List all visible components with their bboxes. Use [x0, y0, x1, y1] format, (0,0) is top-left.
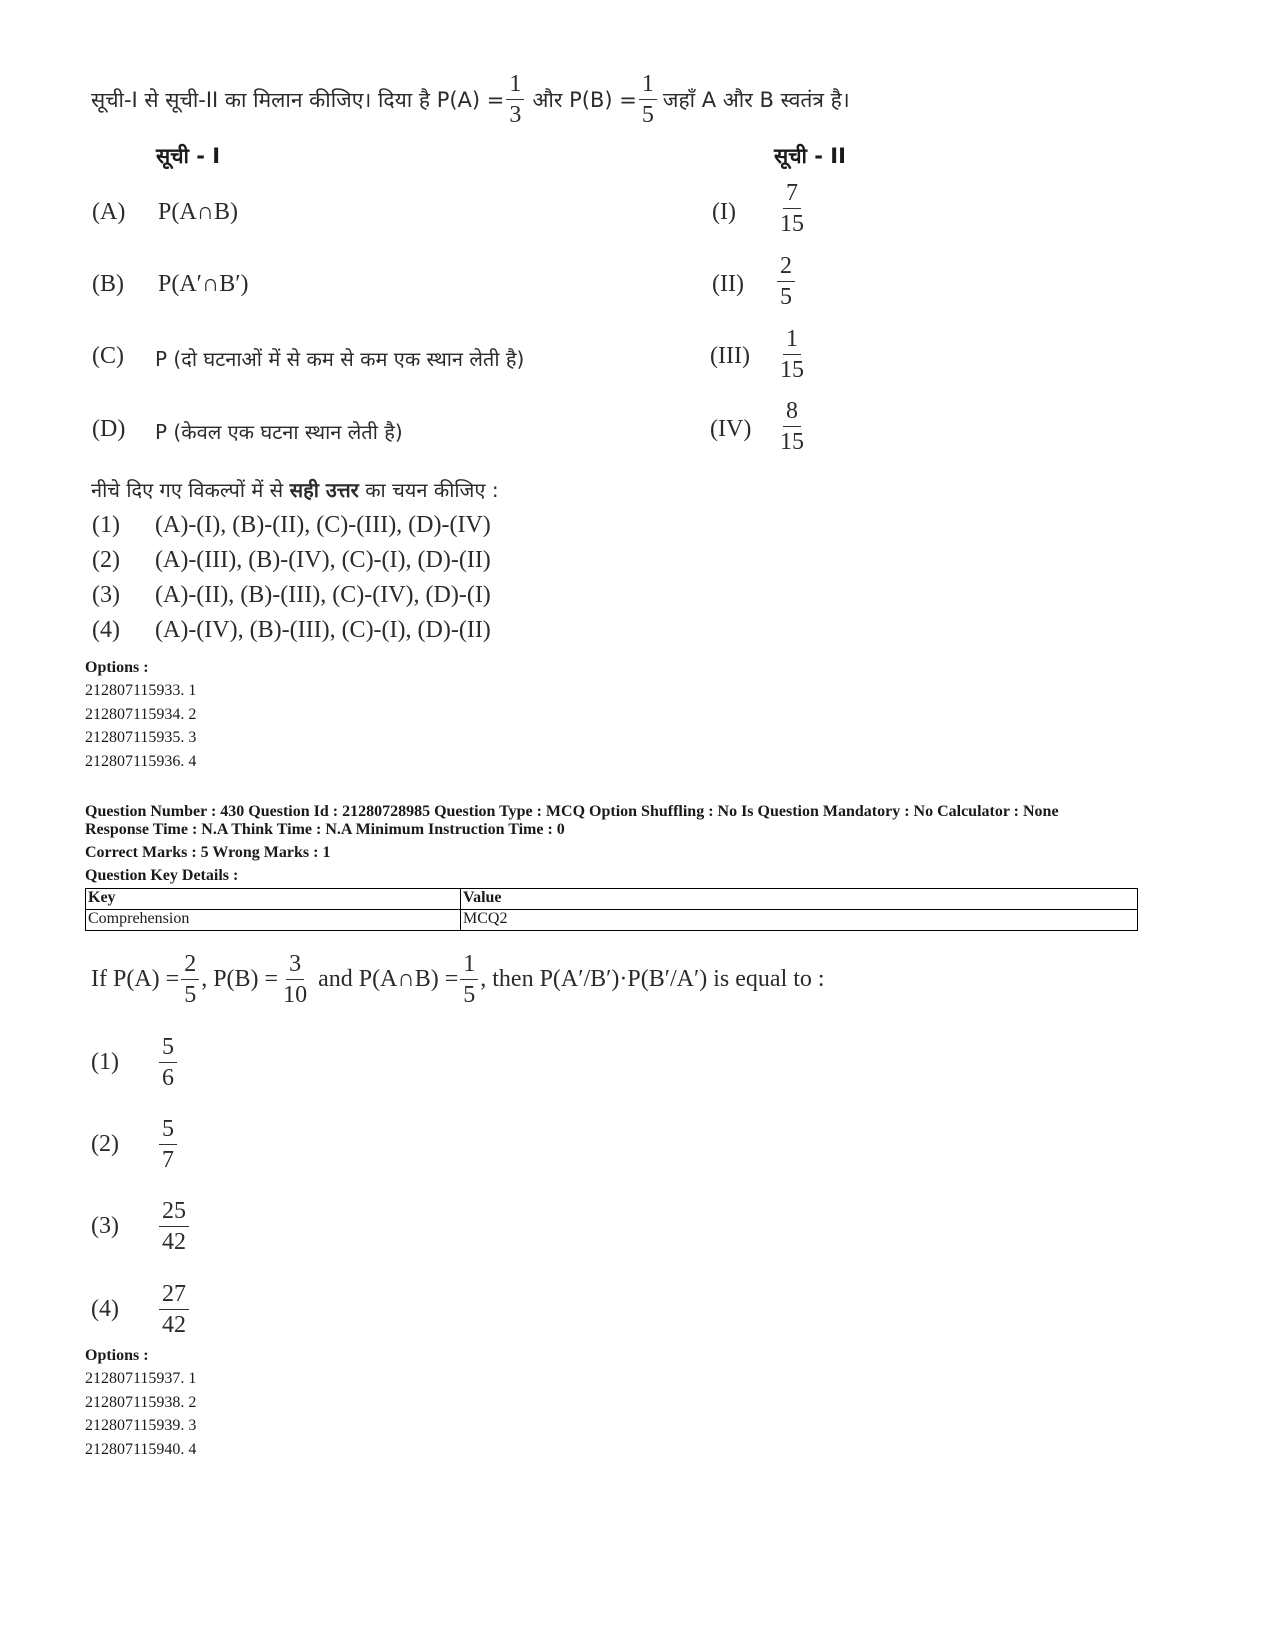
q1-choice-3-num: (3) — [92, 582, 120, 608]
row-iii-label: (III) — [710, 343, 750, 369]
option-item: 212807115935. 3 — [85, 729, 197, 746]
q1-stem — [91, 72, 850, 127]
list2-heading: सूची - II — [774, 144, 846, 168]
q2-answer-3 — [91, 1199, 191, 1254]
q2-pab-den: 5 — [463, 982, 476, 1008]
row-b-label: (B) — [92, 271, 124, 297]
option-item: 212807115938. 2 — [85, 1393, 197, 1411]
row-i-num: 7 — [783, 181, 801, 209]
q2-answer-1-num: (1) — [91, 1049, 119, 1075]
q1-choice-2-num: (2) — [92, 547, 120, 573]
q2-answer-1-fraction — [159, 1035, 177, 1090]
q2-pb-num: 3 — [286, 952, 304, 980]
q1-pa-fraction — [506, 72, 524, 127]
option-item: 212807115940. 4 — [85, 1440, 197, 1458]
q2-answer-4-num: (4) — [91, 1296, 119, 1322]
q2-stem-tail: , then P(A′/B′)·P(B′/A′) is equal to : — [480, 966, 825, 992]
row-d-label: (D) — [92, 416, 126, 442]
row-a-text: P(A∩B) — [158, 199, 239, 225]
q2-pab-num: 1 — [460, 952, 478, 980]
q2-answer-3-fraction — [159, 1199, 189, 1254]
q2-stem-and: and P(A∩B) = — [318, 966, 459, 992]
row-i-label: (I) — [712, 199, 736, 225]
row-iii-fraction — [777, 327, 807, 382]
row-iii-num: 1 — [783, 327, 801, 355]
row-iv-fraction — [777, 399, 807, 454]
option-item: 212807115934. 2 — [85, 705, 197, 723]
q2-pa-den: 5 — [184, 982, 197, 1008]
q2-pa-fraction — [181, 952, 199, 1007]
table-header-key: Key — [86, 889, 461, 910]
row-ii-label: (II) — [712, 271, 744, 297]
table-row — [86, 910, 1138, 931]
q2-pab-fraction — [460, 952, 478, 1007]
q1-options-list — [85, 679, 196, 773]
row-i-den: 15 — [780, 211, 804, 237]
key-details-label: Question Key Details : — [85, 867, 239, 884]
q1-instruction-bold: सही उत्तर — [289, 478, 359, 502]
q2-answer-3-numerator: 25 — [159, 1199, 189, 1227]
q2-answer-1-denominator: 6 — [162, 1065, 174, 1091]
list1-heading: सूची - I — [156, 144, 221, 168]
table-cell-value: MCQ2 — [461, 910, 1138, 931]
row-iv-num: 8 — [783, 399, 801, 427]
q2-answer-4 — [91, 1282, 191, 1337]
table-header-row — [86, 889, 1138, 910]
question-meta-line2: Response Time : N.A Think Time : N.A Minimum Instruction Time : 0 — [85, 821, 565, 838]
row-ii-den: 5 — [780, 284, 792, 310]
marks-line: Correct Marks : 5 Wrong Marks : 1 — [85, 844, 331, 861]
q2-answer-3-denominator: 42 — [162, 1229, 186, 1255]
q1-stem-suffix: जहाँ A और B स्वतंत्र है। — [662, 87, 850, 112]
row-ii-fraction — [777, 254, 795, 309]
q2-answer-1 — [91, 1035, 179, 1090]
q1-instruction-pre: नीचे दिए गए विकल्पों में से — [91, 478, 284, 502]
row-iv-den: 15 — [780, 429, 804, 455]
option-item: 212807115937. 1 — [85, 1370, 197, 1387]
q2-answer-2-numerator: 5 — [159, 1117, 177, 1145]
table-header-value: Value — [461, 889, 1138, 910]
row-iv-label: (IV) — [710, 416, 752, 442]
q1-choice-1-num: (1) — [92, 512, 120, 538]
q2-answer-2 — [91, 1117, 179, 1172]
q2-answer-2-fraction — [159, 1117, 177, 1172]
q2-answer-1-numerator: 5 — [159, 1035, 177, 1063]
q2-options-label: Options : — [85, 1347, 149, 1364]
q1-stem-mid: और P(B) = — [532, 87, 637, 112]
row-a-label: (A) — [92, 199, 126, 225]
row-ii-num: 2 — [777, 254, 795, 282]
q1-choice-3-text: (A)-(II), (B)-(III), (C)-(IV), (D)-(I) — [155, 582, 491, 608]
q2-answer-4-numerator: 27 — [159, 1282, 189, 1310]
q2-answer-4-fraction — [159, 1282, 189, 1337]
row-b-text: P(A′∩B′) — [158, 271, 249, 297]
q2-pb-den: 10 — [283, 982, 308, 1008]
q1-pa-num: 1 — [506, 72, 524, 100]
option-item: 212807115933. 1 — [85, 682, 197, 699]
q1-instruction-post: का चयन कीजिए : — [365, 478, 499, 502]
q2-pa-num: 2 — [181, 952, 199, 980]
q1-choice-2-text: (A)-(III), (B)-(IV), (C)-(I), (D)-(II) — [155, 547, 491, 573]
q2-answer-2-num: (2) — [91, 1131, 119, 1157]
q2-stem-pb: , P(B) = — [201, 966, 279, 992]
row-i-fraction — [777, 181, 807, 236]
q2-answer-4-denominator: 42 — [162, 1312, 186, 1338]
option-item: 212807115939. 3 — [85, 1417, 197, 1434]
q2-stem — [91, 952, 825, 1007]
row-c-text: P (दो घटनाओं में से कम से कम एक स्थान लेती है) — [155, 347, 525, 371]
q1-stem-prefix: सूची-I से सूची-II का मिलान कीजिए। दिया है P(A) = — [91, 87, 505, 112]
q2-pb-fraction — [280, 952, 310, 1007]
q1-pa-den: 3 — [509, 102, 522, 128]
row-iii-den: 15 — [780, 357, 804, 383]
key-details-table — [85, 888, 1138, 931]
q2-options-list — [85, 1367, 196, 1461]
row-d-text: P (केवल एक घटना स्थान लेती है) — [155, 420, 403, 444]
q1-choice-4-num: (4) — [92, 617, 120, 643]
q1-choice-1-text: (A)-(I), (B)-(II), (C)-(III), (D)-(IV) — [155, 512, 491, 538]
option-item: 212807115936. 4 — [85, 752, 197, 770]
row-c-label: (C) — [92, 343, 124, 369]
q1-choice-4-text: (A)-(IV), (B)-(III), (C)-(I), (D)-(II) — [155, 617, 491, 643]
q1-pb-fraction — [639, 72, 657, 127]
q1-options-label: Options : — [85, 659, 149, 676]
q1-pb-num: 1 — [639, 72, 657, 100]
q2-answer-2-denominator: 7 — [162, 1147, 174, 1173]
question-meta-line1: Question Number : 430 Question Id : 21280728985 Question Type : MCQ Option Shuffling : No Is Question Mandatory : No Calculator : None — [85, 803, 1059, 820]
q2-answer-3-num: (3) — [91, 1213, 119, 1239]
q2-stem-if: If P(A) = — [91, 966, 180, 992]
q1-pb-den: 5 — [641, 102, 654, 128]
q1-instruction — [91, 476, 499, 503]
table-cell-key: Comprehension — [86, 910, 461, 931]
